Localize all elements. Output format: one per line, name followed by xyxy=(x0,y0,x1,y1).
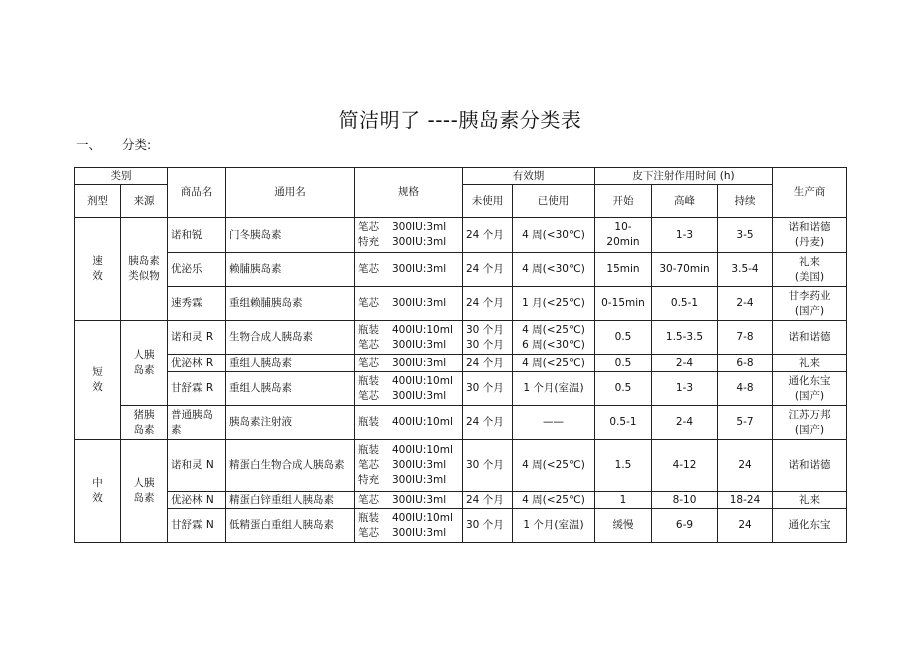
table-row xyxy=(75,287,847,321)
generic-cell: 精蛋白生物合成人胰岛素 xyxy=(226,440,355,492)
table-row xyxy=(75,321,847,355)
table-row xyxy=(75,253,847,287)
maker-cell: 江苏万邦 (国产) xyxy=(773,406,847,440)
col-header-type: 剂型 xyxy=(75,185,121,218)
section-number: 一、 xyxy=(76,137,102,152)
duration-cell: 3.5-4 xyxy=(718,253,773,287)
table-row xyxy=(75,509,847,543)
duration-cell: 6-8 xyxy=(718,355,773,372)
brand-cell: 优泌林 N xyxy=(168,492,226,509)
peak-cell: 1-3 xyxy=(652,218,718,253)
page-title: 简洁明了 ----胰岛素分类表 xyxy=(338,108,582,132)
peak-cell: 4-12 xyxy=(652,440,718,492)
col-header-spec: 规格 xyxy=(355,168,463,218)
col-header-source: 来源 xyxy=(121,185,168,218)
duration-cell: 5-7 xyxy=(718,406,773,440)
brand-cell: 甘舒霖 R xyxy=(168,372,226,406)
maker-cell: 诺和诺德 (丹麦) xyxy=(773,218,847,253)
col-header-onset: 开始 xyxy=(595,185,652,218)
col-header-unused: 未使用 xyxy=(463,185,513,218)
col-header-used: 已使用 xyxy=(513,185,595,218)
used-cell: —— xyxy=(513,406,595,440)
spec-cell: 笔芯 300IU:3ml xyxy=(355,253,463,287)
insulin-classification-table xyxy=(74,167,847,543)
col-header-brand: 商品名 xyxy=(168,168,226,218)
unused-cell: 24 个月 xyxy=(463,492,513,509)
duration-cell: 7-8 xyxy=(718,321,773,355)
spec-cell: 瓶装 400IU:10ml 笔芯 300IU:3ml xyxy=(355,372,463,406)
generic-cell: 低精蛋白重组人胰岛素 xyxy=(226,509,355,543)
peak-cell: 1.5-3.5 xyxy=(652,321,718,355)
onset-cell: 0-15min xyxy=(595,287,652,321)
maker-cell: 诺和诺德 xyxy=(773,321,847,355)
peak-cell: 1-3 xyxy=(652,372,718,406)
duration-cell: 24 xyxy=(718,440,773,492)
onset-cell: 0.5 xyxy=(595,372,652,406)
table-row xyxy=(75,440,847,492)
duration-cell: 18-24 xyxy=(718,492,773,509)
onset-cell: 0.5-1 xyxy=(595,406,652,440)
unused-cell: 30 个月 xyxy=(463,440,513,492)
unused-cell: 24 个月 xyxy=(463,218,513,253)
spec-cell: 瓶装 400IU:10ml 笔芯 300IU:3ml xyxy=(355,321,463,355)
spec-cell: 笔芯 300IU:3ml xyxy=(355,287,463,321)
spec-cell: 瓶装 400IU:10ml 笔芯 300IU:3ml xyxy=(355,509,463,543)
brand-cell: 优泌乐 xyxy=(168,253,226,287)
onset-cell: 1.5 xyxy=(595,440,652,492)
col-header-peak: 高峰 xyxy=(652,185,718,218)
onset-cell: 10-20min xyxy=(595,218,652,253)
generic-cell: 生物合成人胰岛素 xyxy=(226,321,355,355)
generic-cell: 重组人胰岛素 xyxy=(226,372,355,406)
unused-cell: 30 个月 xyxy=(463,509,513,543)
source-pig-insulin: 猪胰 岛素 xyxy=(121,406,168,440)
onset-cell: 0.5 xyxy=(595,355,652,372)
spec-cell: 笔芯 300IU:3ml 特充 300IU:3ml xyxy=(355,218,463,253)
used-cell: 4 周(<25℃) 6 周(<30℃) xyxy=(513,321,595,355)
table-row xyxy=(75,355,847,372)
duration-cell: 3-5 xyxy=(718,218,773,253)
header-row-1 xyxy=(75,168,847,185)
col-header-duration: 持续 xyxy=(718,185,773,218)
brand-cell: 优泌林 R xyxy=(168,355,226,372)
generic-cell: 精蛋白锌重组人胰岛素 xyxy=(226,492,355,509)
unused-cell: 24 个月 xyxy=(463,253,513,287)
onset-cell: 0.5 xyxy=(595,321,652,355)
spec-cell: 瓶装 400IU:10ml xyxy=(355,406,463,440)
onset-cell: 15min xyxy=(595,253,652,287)
used-cell: 1 月(<25℃) xyxy=(513,287,595,321)
peak-cell: 30-70min xyxy=(652,253,718,287)
type-fast: 速 效 xyxy=(75,218,121,321)
peak-cell: 2-4 xyxy=(652,406,718,440)
maker-cell: 诺和诺德 xyxy=(773,440,847,492)
col-header-category: 类别 xyxy=(75,168,168,185)
col-header-validity: 有效期 xyxy=(463,168,595,185)
used-cell: 4 周(<25℃) xyxy=(513,440,595,492)
unused-cell: 24 个月 xyxy=(463,406,513,440)
maker-cell: 礼来 xyxy=(773,492,847,509)
table-row xyxy=(75,406,847,440)
brand-cell: 甘舒霖 N xyxy=(168,509,226,543)
used-cell: 4 周(<30℃) xyxy=(513,253,595,287)
spec-cell: 瓶装 400IU:10ml 笔芯 300IU:3ml 特充 300IU:3ml xyxy=(355,440,463,492)
onset-cell: 缓慢 xyxy=(595,509,652,543)
used-cell: 4 周(<25℃) xyxy=(513,355,595,372)
spec-cell: 笔芯 300IU:3ml xyxy=(355,355,463,372)
duration-cell: 2-4 xyxy=(718,287,773,321)
section-label: 分类: xyxy=(122,137,152,152)
type-intermediate: 中 效 xyxy=(75,440,121,543)
source-analog: 胰岛素 类似物 xyxy=(121,218,168,321)
duration-cell: 4-8 xyxy=(718,372,773,406)
spec-cell: 笔芯 300IU:3ml xyxy=(355,492,463,509)
unused-cell: 30 个月 xyxy=(463,372,513,406)
col-header-generic: 通用名 xyxy=(226,168,355,218)
peak-cell: 2-4 xyxy=(652,355,718,372)
onset-cell: 1 xyxy=(595,492,652,509)
generic-cell: 重组赖脯胰岛素 xyxy=(226,287,355,321)
section-heading xyxy=(76,135,151,153)
used-cell: 1 个月(室温) xyxy=(513,372,595,406)
duration-cell: 24 xyxy=(718,509,773,543)
unused-cell: 24 个月 xyxy=(463,287,513,321)
col-header-maker: 生产商 xyxy=(773,168,847,218)
used-cell: 4 周(<30℃) xyxy=(513,218,595,253)
generic-cell: 门冬胰岛素 xyxy=(226,218,355,253)
table-row xyxy=(75,492,847,509)
maker-cell: 通化东宝 (国产) xyxy=(773,372,847,406)
brand-cell: 诺和锐 xyxy=(168,218,226,253)
brand-cell: 速秀霖 xyxy=(168,287,226,321)
used-cell: 4 周(<25℃) xyxy=(513,492,595,509)
brand-cell: 诺和灵 N xyxy=(168,440,226,492)
maker-cell: 甘李药业 (国产) xyxy=(773,287,847,321)
source-human-insulin-intermediate: 人胰 岛素 xyxy=(121,440,168,543)
unused-cell: 30 个月 30 个月 xyxy=(463,321,513,355)
maker-cell: 礼来 (美国) xyxy=(773,253,847,287)
generic-cell: 胰岛素注射液 xyxy=(226,406,355,440)
used-cell: 1 个月(室温) xyxy=(513,509,595,543)
brand-cell: 诺和灵 R xyxy=(168,321,226,355)
generic-cell: 重组人胰岛素 xyxy=(226,355,355,372)
generic-cell: 赖脯胰岛素 xyxy=(226,253,355,287)
maker-cell: 通化东宝 xyxy=(773,509,847,543)
peak-cell: 6-9 xyxy=(652,509,718,543)
peak-cell: 0.5-1 xyxy=(652,287,718,321)
peak-cell: 8-10 xyxy=(652,492,718,509)
table-row xyxy=(75,372,847,406)
col-header-action: 皮下注射作用时间 (h) xyxy=(595,168,773,185)
unused-cell: 24 个月 xyxy=(463,355,513,372)
source-human-insulin: 人胰 岛素 xyxy=(121,321,168,406)
maker-cell: 礼来 xyxy=(773,355,847,372)
brand-cell: 普通胰岛素 xyxy=(168,406,226,440)
type-short: 短 效 xyxy=(75,321,121,440)
table-row xyxy=(75,218,847,253)
